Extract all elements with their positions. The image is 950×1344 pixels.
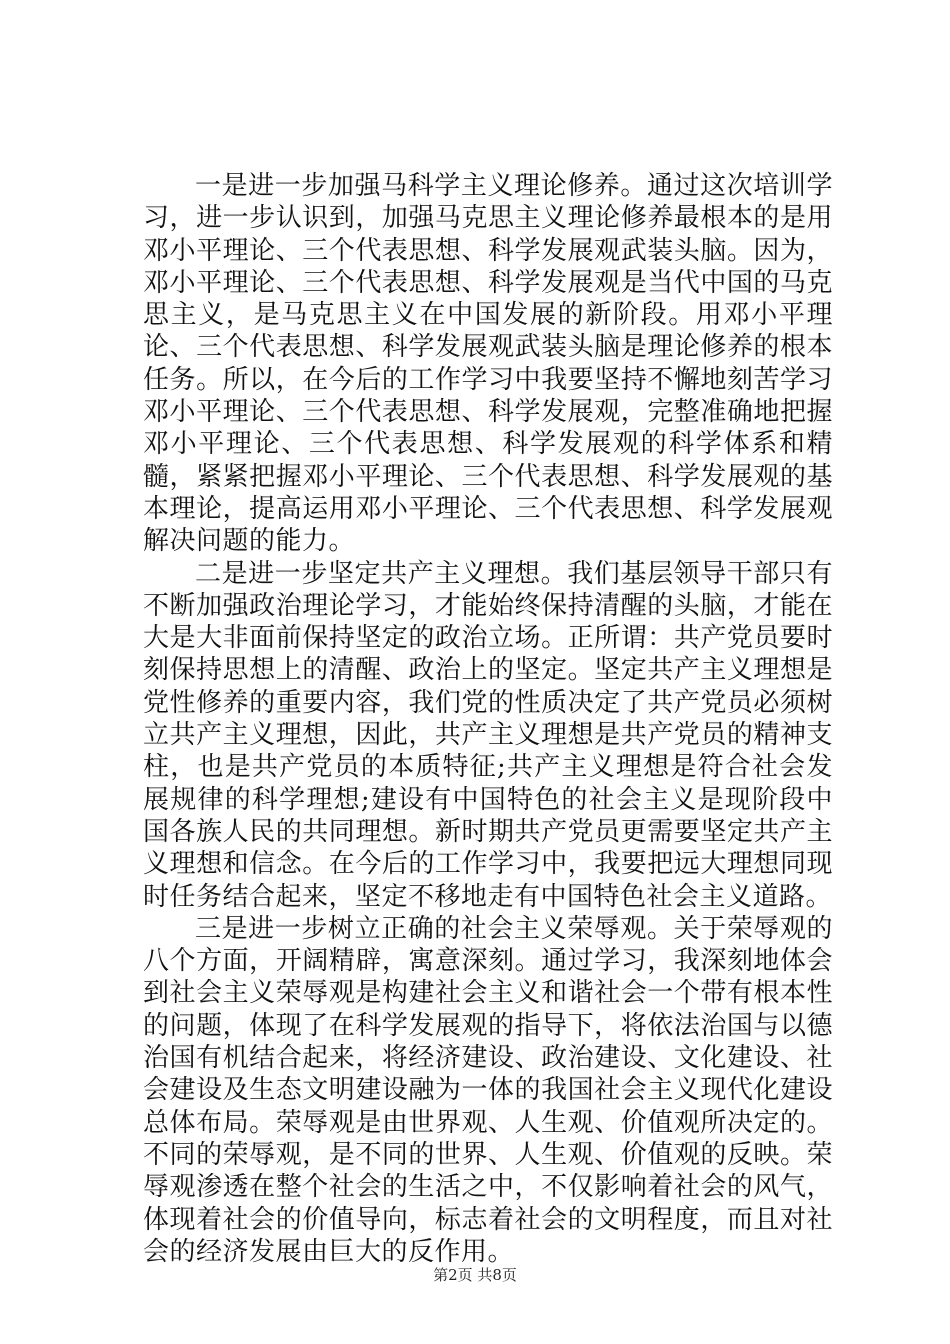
paragraph-2: 二是进一步坚定共产主义理想。我们基层领导干部只有不断加强政治理论学习，才能始终保持清醒的头脑，才能在大是大非面前保持坚定的政治立场。正所谓：共产党员要时刻保持思想上的清醒、政治上的坚定。坚定共产主义理想是党性修养的重要内容，我们党的性质决定了共产党员必须树立共产主义理想，因此，共产主义理想是共产党员的精神支柱，也是共产党员的本质特征;共产主义理想是符合社会发展规律的科学理想;建设有中国特色的社会主义是现阶段中国各族人民的共同理想。新时期共产党员更需要坚定共产主义理想和信念。在今后的工作学习中，我要把远大理想同现时任务结合起来，坚定不移地走有中国特色社会主义道路。	[143, 558, 833, 912]
paragraph-3: 三是进一步树立正确的社会主义荣辱观。关于荣辱观的八个方面，开阔精辟，寓意深刻。通过学习，我深刻地体会到社会主义荣辱观是构建社会主义和谐社会一个带有根本性的问题，体现了在科学发展观的指导下，将依法治国与以德治国有机结合起来，将经济建设、政治建设、文化建设、社会建设及生态文明建设融为一体的我国社会主义现代化建设总体布局。荣辱观是由世界观、人生观、价值观所决定的。不同的荣辱观，是不同的世界、人生观、价值观的反映。荣辱观渗透在整个社会的生活之中，不仅影响着社会的风气，体现着社会的价值导向，标志着社会的文明程度，而且对社会的经济发展由巨大的反作用。	[143, 913, 833, 1267]
page-number: 第2页 共8页	[433, 1266, 517, 1284]
page-footer	[0, 1265, 950, 1285]
document-body	[143, 170, 833, 1268]
paragraph-1: 一是进一步加强马科学主义理论修养。通过这次培训学习，进一步认识到，加强马克思主义理论修养最根本的是用邓小平理论、三个代表思想、科学发展观武装头脑。因为，邓小平理论、三个代表思想、科学发展观是当代中国的马克思主义，是马克思主义在中国发展的新阶段。用邓小平理论、三个代表思想、科学发展观武装头脑是理论修养的根本任务。所以，在今后的工作学习中我要坚持不懈地刻苦学习邓小平理论、三个代表思想、科学发展观，完整准确地把握邓小平理论、三个代表思想、科学发展观的科学体系和精髓，紧紧把握邓小平理论、三个代表思想、科学发展观的基本理论，提高运用邓小平理论、三个代表思想、科学发展观解决问题的能力。	[143, 171, 833, 557]
